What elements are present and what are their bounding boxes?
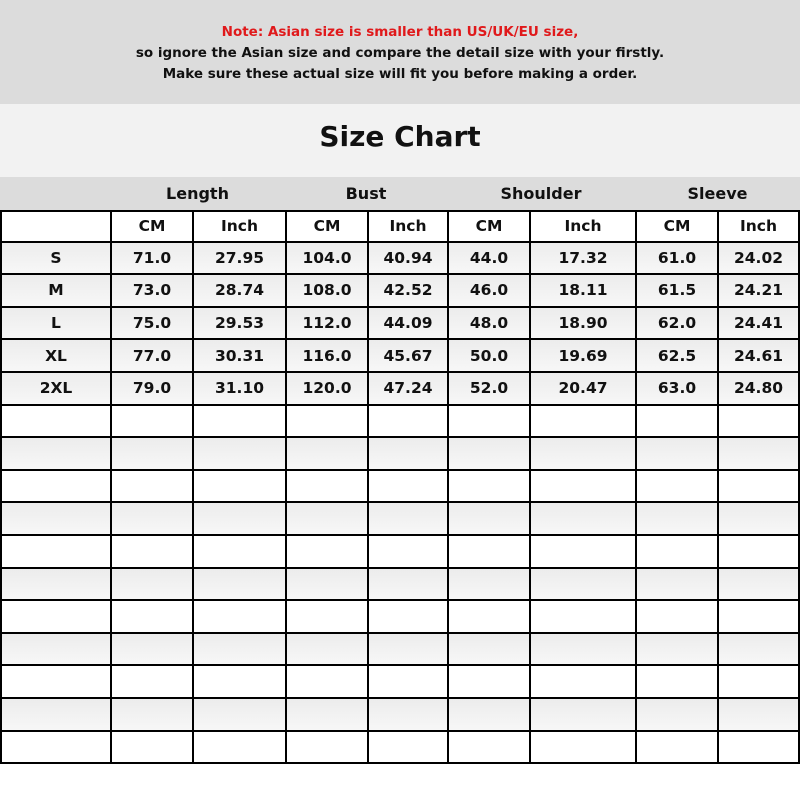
empty-cell	[192, 601, 285, 634]
empty-row	[0, 471, 800, 504]
empty-cell	[717, 503, 800, 536]
empty-cell	[192, 438, 285, 471]
measurement-cell: 62.5	[635, 340, 717, 373]
unit-header-cell: Inch	[529, 210, 635, 243]
size-row	[0, 373, 800, 406]
empty-cell	[635, 699, 717, 732]
measurement-cell: 17.32	[529, 243, 635, 276]
empty-cell	[0, 634, 110, 667]
empty-row	[0, 601, 800, 634]
empty-cell	[110, 569, 192, 602]
note-warning-line: Note: Asian size is smaller than US/UK/EU size,	[221, 24, 579, 40]
empty-cell	[367, 438, 447, 471]
empty-cell	[717, 569, 800, 602]
empty-cell	[529, 601, 635, 634]
empty-cell	[529, 471, 635, 504]
measurement-cell: 61.5	[635, 275, 717, 308]
empty-cell	[367, 634, 447, 667]
empty-cell	[367, 536, 447, 569]
empty-cell	[367, 503, 447, 536]
empty-cell	[447, 438, 529, 471]
empty-cell	[529, 634, 635, 667]
empty-cell	[192, 471, 285, 504]
empty-row	[0, 438, 800, 471]
empty-cell	[110, 536, 192, 569]
measurement-cell: 71.0	[110, 243, 192, 276]
empty-cell	[0, 406, 110, 439]
empty-cell	[529, 438, 635, 471]
group-sleeve: Sleeve	[687, 184, 748, 203]
empty-cell	[529, 503, 635, 536]
empty-cell	[0, 536, 110, 569]
empty-cell	[529, 699, 635, 732]
empty-cell	[192, 406, 285, 439]
measurement-cell: 28.74	[192, 275, 285, 308]
measurement-cell: 50.0	[447, 340, 529, 373]
size-label-cell: M	[0, 275, 110, 308]
empty-cell	[110, 732, 192, 765]
empty-cell	[717, 699, 800, 732]
unit-header-cell: Inch	[367, 210, 447, 243]
empty-cell	[447, 732, 529, 765]
unit-header-cell: CM	[285, 210, 367, 243]
empty-cell	[717, 438, 800, 471]
measurement-cell: 20.47	[529, 373, 635, 406]
empty-cell	[529, 666, 635, 699]
empty-cell	[192, 666, 285, 699]
measurement-cell: 24.41	[717, 308, 800, 341]
empty-cell	[717, 732, 800, 765]
measurement-cell: 18.90	[529, 308, 635, 341]
group-length: Length	[166, 184, 229, 203]
empty-cell	[717, 666, 800, 699]
unit-header-cell: Inch	[717, 210, 800, 243]
empty-cell	[192, 732, 285, 765]
empty-cell	[367, 732, 447, 765]
measurement-cell: 19.69	[529, 340, 635, 373]
unit-header-cell: CM	[447, 210, 529, 243]
size-row	[0, 275, 800, 308]
unit-header-row	[0, 210, 800, 243]
empty-row	[0, 699, 800, 732]
empty-cell	[717, 601, 800, 634]
empty-cell	[192, 634, 285, 667]
empty-cell	[635, 536, 717, 569]
empty-cell	[285, 438, 367, 471]
empty-cell	[0, 666, 110, 699]
empty-cell	[367, 601, 447, 634]
size-label-cell: L	[0, 308, 110, 341]
empty-cell	[285, 699, 367, 732]
empty-row	[0, 536, 800, 569]
empty-cell	[529, 732, 635, 765]
measurement-cell: 24.21	[717, 275, 800, 308]
unit-header-cell: CM	[635, 210, 717, 243]
empty-cell	[285, 601, 367, 634]
empty-cell	[192, 699, 285, 732]
group-bust: Bust	[345, 184, 387, 203]
empty-cell	[192, 569, 285, 602]
empty-cell	[367, 471, 447, 504]
empty-cell	[367, 406, 447, 439]
empty-cell	[717, 471, 800, 504]
empty-cell	[447, 406, 529, 439]
empty-cell	[447, 666, 529, 699]
measurement-cell: 108.0	[285, 275, 367, 308]
empty-cell	[717, 536, 800, 569]
empty-cell	[285, 471, 367, 504]
measurement-cell: 48.0	[447, 308, 529, 341]
measurement-cell: 104.0	[285, 243, 367, 276]
empty-cell	[367, 569, 447, 602]
empty-row	[0, 406, 800, 439]
unit-header-cell: CM	[110, 210, 192, 243]
empty-cell	[447, 503, 529, 536]
measurement-cell: 44.09	[367, 308, 447, 341]
size-row	[0, 308, 800, 341]
empty-cell	[110, 699, 192, 732]
measurement-cell: 73.0	[110, 275, 192, 308]
measurement-cell: 31.10	[192, 373, 285, 406]
empty-cell	[285, 406, 367, 439]
measurement-cell: 61.0	[635, 243, 717, 276]
note-fit-line: Make sure these actual size will fit you before making a order.	[162, 66, 638, 82]
empty-cell	[635, 601, 717, 634]
empty-cell	[285, 536, 367, 569]
size-chart-title: Size Chart	[319, 120, 481, 153]
empty-row	[0, 732, 800, 765]
empty-cell	[110, 666, 192, 699]
size-column-header	[0, 210, 110, 243]
measurement-cell: 44.0	[447, 243, 529, 276]
size-label-cell: XL	[0, 340, 110, 373]
measurement-cell: 47.24	[367, 373, 447, 406]
measurement-cell: 120.0	[285, 373, 367, 406]
empty-cell	[717, 406, 800, 439]
measurement-cell: 63.0	[635, 373, 717, 406]
empty-cell	[447, 471, 529, 504]
measurement-cell: 52.0	[447, 373, 529, 406]
measurement-cell: 40.94	[367, 243, 447, 276]
size-label-cell: 2XL	[0, 373, 110, 406]
note-instruction-line: so ignore the Asian size and compare the detail size with your firstly.	[135, 45, 665, 61]
measurement-cell: 112.0	[285, 308, 367, 341]
empty-cell	[0, 569, 110, 602]
empty-cell	[529, 536, 635, 569]
empty-cell	[285, 732, 367, 765]
empty-cell	[110, 471, 192, 504]
measurement-cell: 24.61	[717, 340, 800, 373]
empty-row	[0, 569, 800, 602]
empty-cell	[192, 536, 285, 569]
measurement-cell: 24.80	[717, 373, 800, 406]
size-table	[0, 210, 800, 764]
empty-row	[0, 634, 800, 667]
empty-cell	[447, 601, 529, 634]
measurement-cell: 62.0	[635, 308, 717, 341]
empty-cell	[0, 601, 110, 634]
size-row	[0, 243, 800, 276]
empty-cell	[110, 406, 192, 439]
size-note-banner	[0, 0, 800, 104]
group-shoulder: Shoulder	[500, 184, 582, 203]
empty-cell	[0, 503, 110, 536]
measurement-cell: 79.0	[110, 373, 192, 406]
size-row	[0, 340, 800, 373]
empty-cell	[0, 438, 110, 471]
measurement-cell: 46.0	[447, 275, 529, 308]
empty-cell	[447, 569, 529, 602]
empty-row	[0, 503, 800, 536]
empty-cell	[192, 503, 285, 536]
empty-cell	[285, 569, 367, 602]
measurement-cell: 27.95	[192, 243, 285, 276]
empty-cell	[635, 471, 717, 504]
empty-cell	[0, 471, 110, 504]
measurement-cell: 29.53	[192, 308, 285, 341]
empty-cell	[367, 699, 447, 732]
empty-cell	[635, 569, 717, 602]
empty-cell	[110, 438, 192, 471]
empty-cell	[110, 503, 192, 536]
empty-cell	[635, 406, 717, 439]
empty-cell	[367, 666, 447, 699]
measurement-cell: 24.02	[717, 243, 800, 276]
empty-cell	[635, 666, 717, 699]
empty-cell	[447, 699, 529, 732]
empty-cell	[110, 634, 192, 667]
empty-cell	[447, 536, 529, 569]
empty-cell	[529, 569, 635, 602]
measurement-group-header	[0, 177, 800, 210]
empty-cell	[635, 732, 717, 765]
measurement-cell: 18.11	[529, 275, 635, 308]
measurement-cell: 45.67	[367, 340, 447, 373]
empty-cell	[285, 503, 367, 536]
measurement-cell: 75.0	[110, 308, 192, 341]
measurement-cell: 30.31	[192, 340, 285, 373]
empty-row	[0, 666, 800, 699]
measurement-cell: 116.0	[285, 340, 367, 373]
empty-cell	[110, 601, 192, 634]
empty-cell	[0, 732, 110, 765]
empty-cell	[285, 634, 367, 667]
size-label-cell: S	[0, 243, 110, 276]
empty-cell	[0, 699, 110, 732]
measurement-cell: 42.52	[367, 275, 447, 308]
size-table-body	[0, 210, 800, 764]
empty-cell	[717, 634, 800, 667]
empty-cell	[529, 406, 635, 439]
empty-cell	[447, 634, 529, 667]
empty-cell	[635, 438, 717, 471]
empty-cell	[285, 666, 367, 699]
measurement-cell: 77.0	[110, 340, 192, 373]
empty-cell	[635, 634, 717, 667]
empty-cell	[635, 503, 717, 536]
unit-header-cell: Inch	[192, 210, 285, 243]
